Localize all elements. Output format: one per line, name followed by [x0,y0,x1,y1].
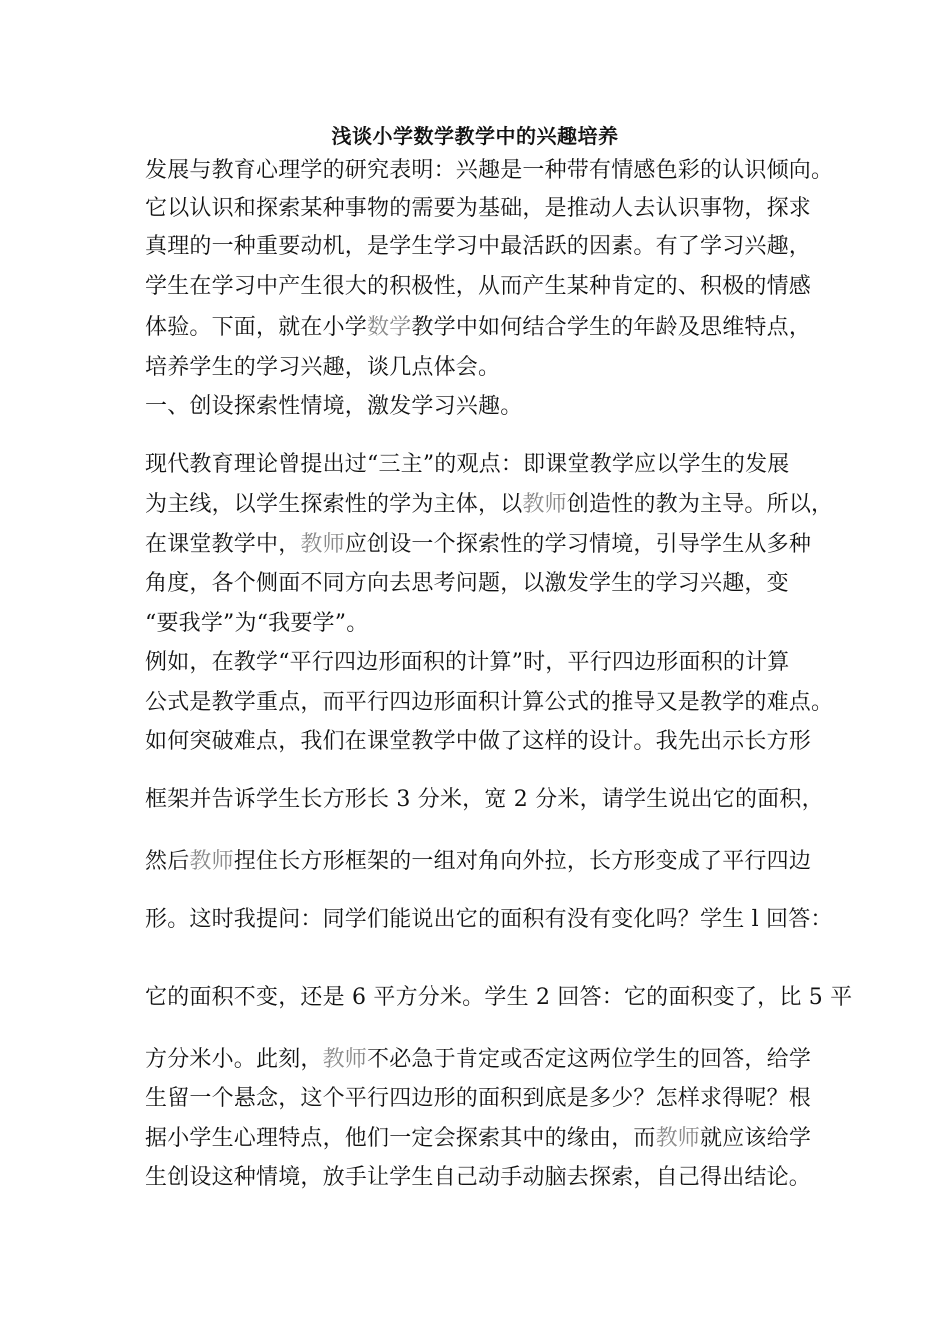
text-line [145,313,825,343]
text-segment: 生留一个悬念，这个平行四边形的面积到底是多少？怎样求得呢？根 [145,1086,812,1111]
text-line [145,727,825,757]
text-segment: 培养学生的学习兴趣，谈几点体会。 [145,355,501,380]
text-line [145,785,825,815]
text-segment: 如何突破难点，我们在课堂教学中做了这样的设计。我先出示长方形 [145,729,812,754]
text-line [145,450,825,480]
highlighted-keyword: 教师 [655,1126,701,1151]
text-line [145,194,825,224]
text-segment: 就应该给学 [700,1126,812,1151]
text-line [145,272,825,302]
text-segment: 框架并告诉学生长方形长 3 分米，宽 2 分米，请学生说出它的面积， [145,787,824,812]
document-title: 浅谈小学数学教学中的兴趣培养 [331,124,619,148]
text-line [145,530,825,560]
text-line [145,1163,825,1193]
text-segment: 捏住长方形框架的一组对角向外拉，长方形变成了平行四边 [233,849,812,874]
text-segment: 为主线，以学生探索性的学为主体，以 [145,492,523,517]
text-segment: 发展与教育心理学的研究表明：兴趣是一种带有情感色彩的认识倾向。 [145,158,834,183]
text-line [145,569,825,599]
text-segment: “要我学”为“我要学”。 [145,611,369,636]
text-segment: 生创设这种情境，放手让学生自己动手动脑去探索，自己得出结论。 [145,1165,812,1190]
highlighted-keyword: 教师 [300,532,345,557]
text-line [145,688,834,718]
text-segment: 应创设一个探索性的学习情境，引导学生从多种 [344,532,812,557]
text-line [145,232,825,262]
text-segment: 一、创设探索性情境，激发学习兴趣。 [145,394,523,419]
text-line [145,392,825,422]
highlighted-keyword: 教师 [322,1047,368,1072]
text-line [145,905,833,935]
text-line [145,983,853,1013]
text-segment: 不必急于肯定或否定这两位学生的回答，给学 [367,1047,812,1072]
text-segment: 真理的一种重要动机，是学生学习中最活跃的因素。有了学习兴趣， [145,234,812,259]
text-segment: 然后 [145,849,190,874]
text-segment: 例如，在教学“平行四边形面积的计算”时，平行四边形面积的计算 [145,650,790,675]
text-segment: 体验。下面，就在小学 [145,315,368,340]
text-line [145,1045,825,1075]
text-line [145,1084,825,1114]
text-segment: 公式是教学重点，而平行四边形面积计算公式的推导又是教学的难点。 [145,690,834,715]
text-segment: 教学中如何结合学生的年龄及思维特点， [411,315,812,340]
text-segment: 方分米小。此刻， [145,1047,323,1072]
text-segment: 现代教育理论曾提出过“三主”的观点：即课堂教学应以学生的发展 [145,452,790,477]
text-line [145,847,825,877]
text-segment: 学生在学习中产生很大的积极性，从而产生某种肯定的、积极的情感 [145,274,812,299]
text-line [145,156,834,186]
text-segment: 形。这时我提问：同学们能说出它的面积有没有变化吗？学生 l 回答： [145,907,833,932]
text-segment: 在课堂教学中， [145,532,301,557]
text-line [145,648,825,678]
highlighted-keyword: 教师 [189,849,234,874]
highlighted-keyword: 教师 [522,492,567,517]
text-line [145,1124,825,1154]
text-line [145,609,825,639]
text-segment: 据小学生心理特点，他们一定会探索其中的缘由，而 [145,1126,656,1151]
text-segment: 它的面积不变，还是 6 平方分米。学生 2 回答：它的面积变了，比 5 平 [145,985,853,1010]
text-segment: 它以认识和探索某种事物的需要为基础，是推动人去认识事物，探求 [145,196,812,221]
text-line [145,490,834,520]
highlighted-keyword: 数学 [367,315,412,340]
text-line [145,353,825,383]
text-segment: 创造性的教为主导。所以， [566,492,834,517]
text-segment: 角度，各个侧面不同方向去思考问题，以激发学生的学习兴趣，变 [145,571,789,596]
